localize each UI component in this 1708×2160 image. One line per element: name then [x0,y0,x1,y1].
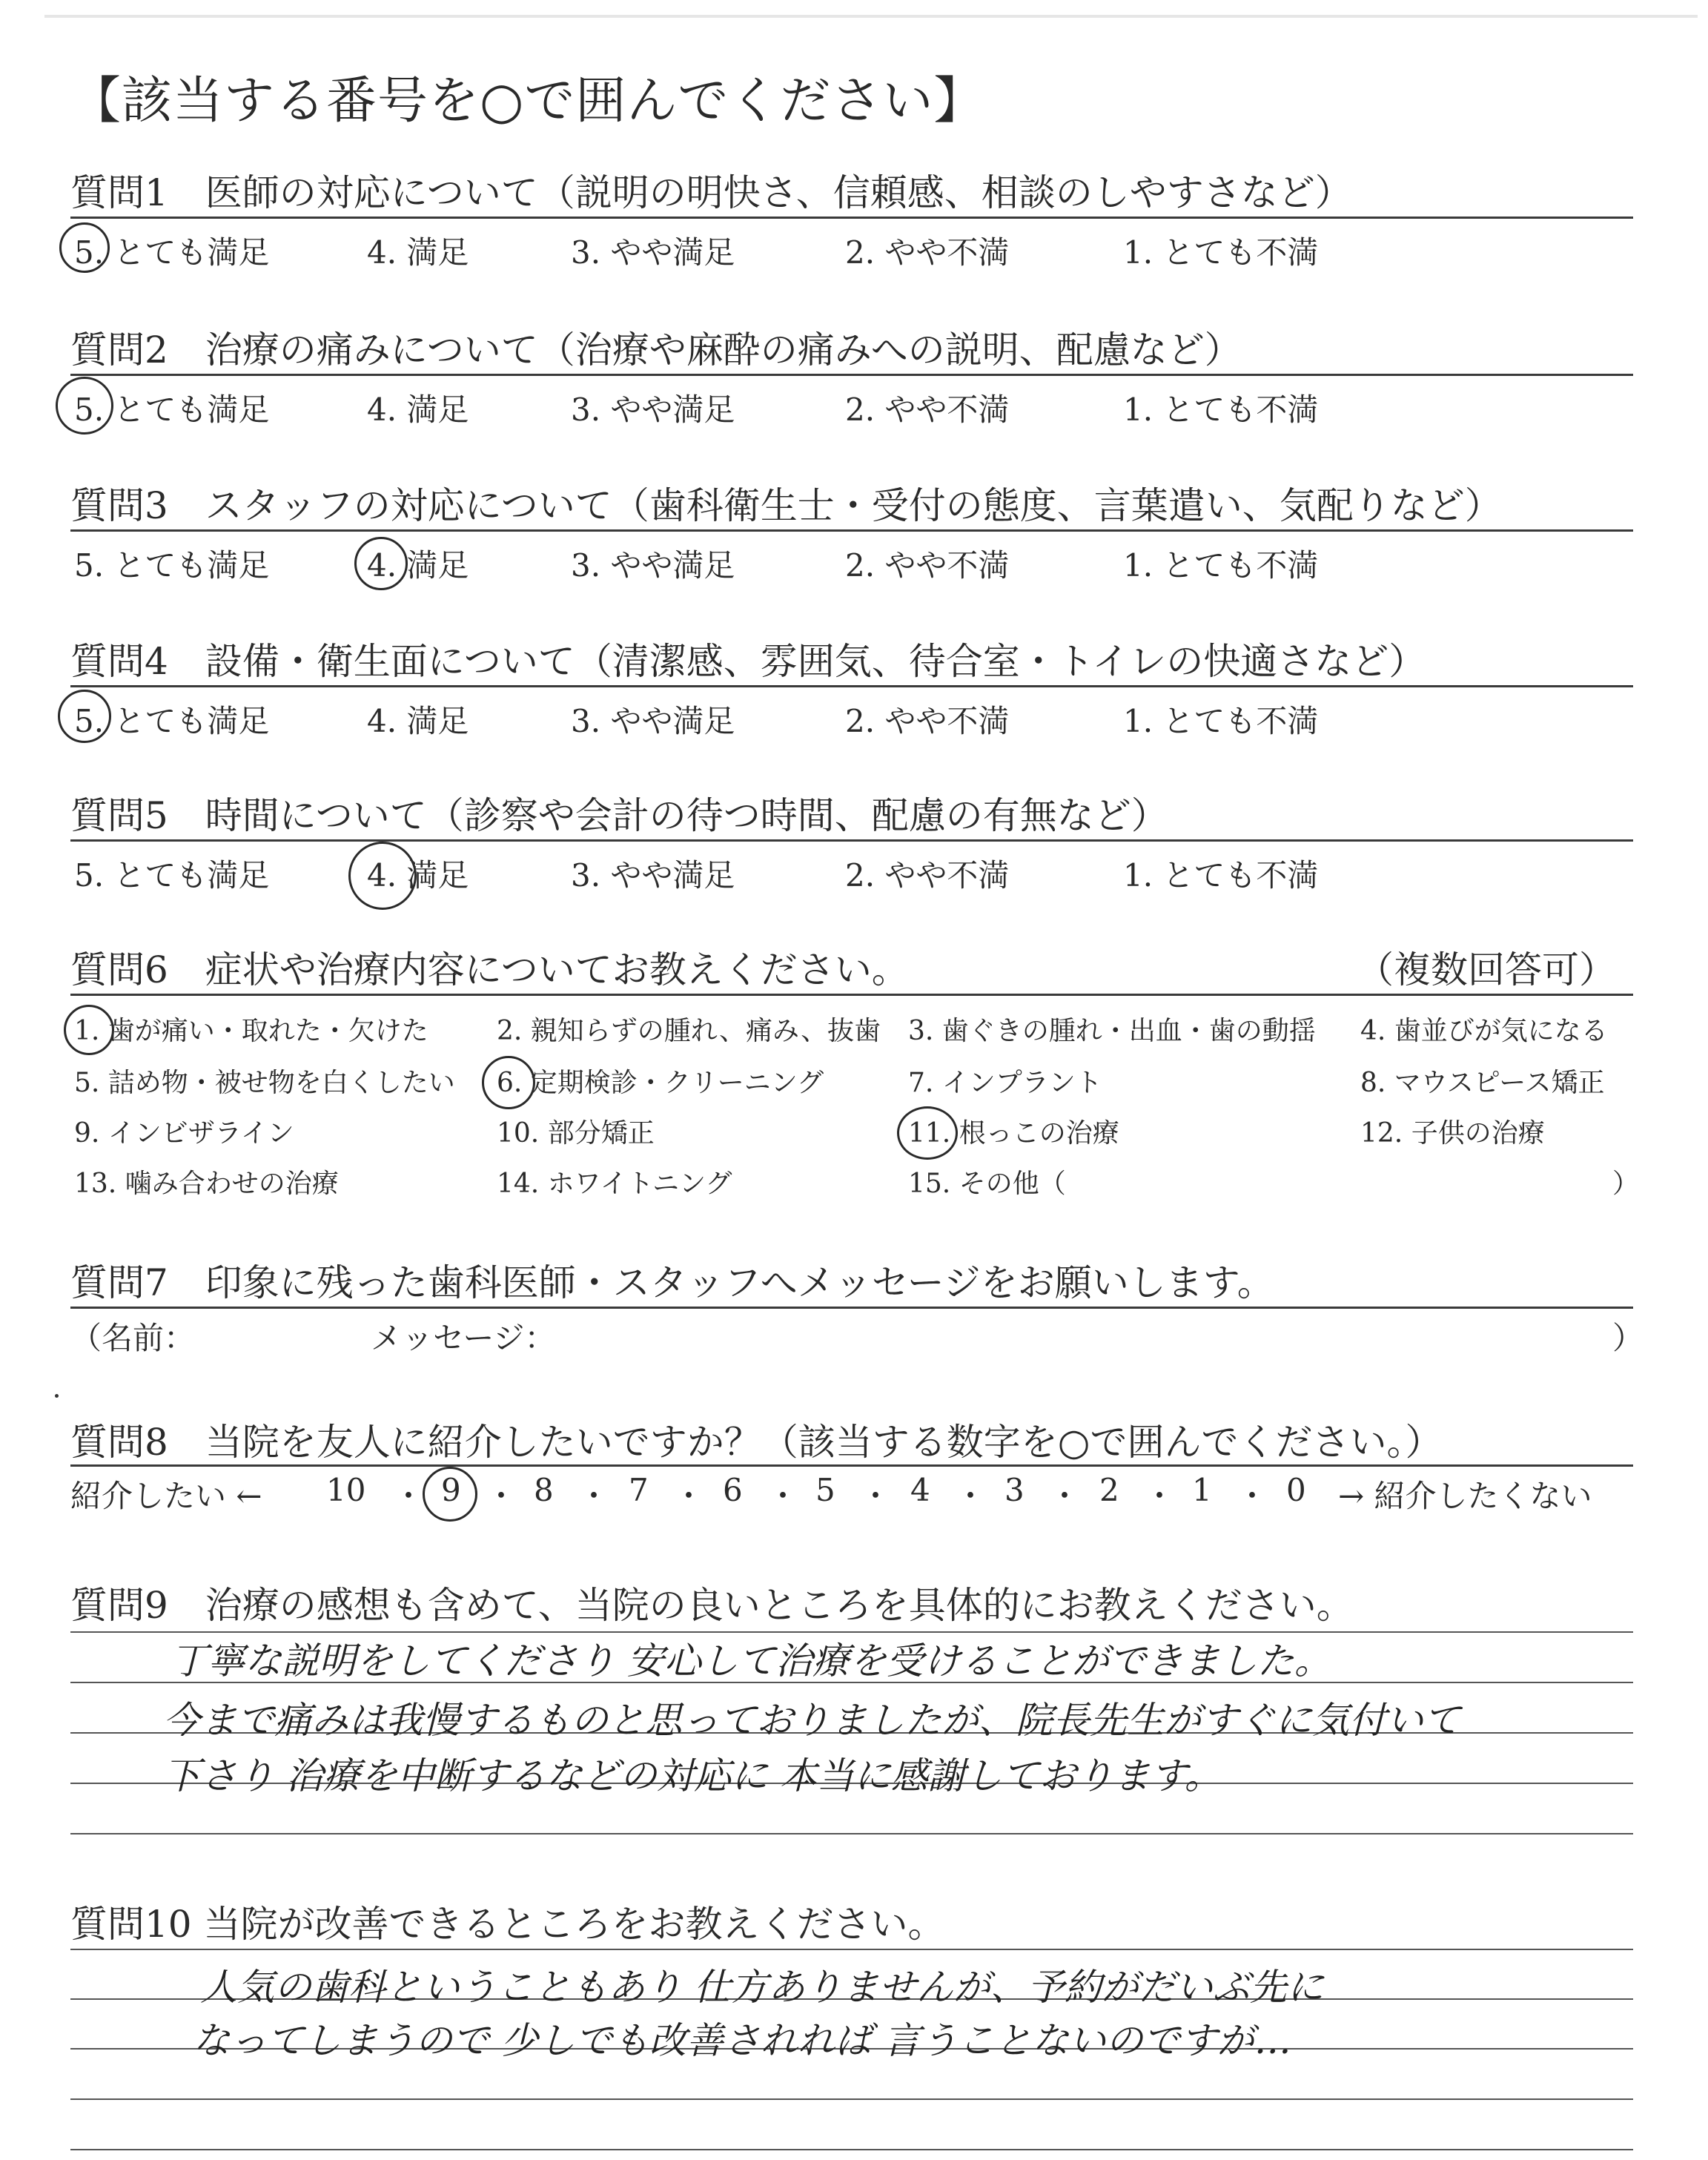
q9-handwritten-line-2: 今まで痛みは我慢するものと思っておりましたが、院長先生がすぐに気付いて [163,1699,1460,1742]
q6-option-14[interactable]: 14. ホワイトニング [497,1169,732,1199]
q6-selection-circle-6 [482,1056,535,1109]
q10-answer-line [70,1949,1633,1950]
question-7-title: 質問7 印象に残った歯科医師・スタッフへメッセージをお願いします。 [70,1261,1274,1304]
page-header: 【該当する番号を○で囲んでください】 [70,72,985,131]
q6-option-9[interactable]: 9. インビザライン [74,1118,294,1149]
top-edge-line [44,15,1698,18]
q4-option-2[interactable]: 2. やや不満 [845,703,1010,739]
q8-scale-7[interactable]: 7 [629,1472,649,1508]
q6-option-3[interactable]: 3. 歯ぐきの腫れ・出血・歯の動揺 [908,1016,1316,1046]
q6-selection-circle-1 [64,1005,114,1055]
q6-option-12[interactable]: 12. 子供の治療 [1360,1118,1545,1149]
q2-option-4[interactable]: 4. 満足 [367,392,469,428]
q4-option-3[interactable]: 3. やや満足 [571,703,735,739]
q5-option-1[interactable]: 1. とても不満 [1123,857,1319,894]
question-6-title: 質問6 症状や治療内容についてお教えください。 [70,948,909,991]
question-6-rule [70,994,1633,996]
q3-option-3[interactable]: 3. やや満足 [571,547,735,584]
q2-option-3[interactable]: 3. やや満足 [571,392,735,428]
q8-scale-6[interactable]: 6 [723,1472,743,1508]
question-5-title: 質問5 時間について（診察や会計の待つ時間、配慮の有無など） [70,794,1168,837]
question-7-rule [70,1307,1633,1309]
question-4-rule [70,685,1633,687]
q8-left-label: 紹介したい ← [70,1478,262,1514]
question-3-title: 質問3 スタッフの対応について（歯科衛生士・受付の態度、言葉遣い、気配りなど） [70,484,1502,527]
q10-handwritten-line-2: なってしまうので 少しでも改善されれば 言うことないのですが… [193,2019,1291,2062]
q9-handwritten-line-3: 下さり 治療を中断するなどの対応に 本当に感謝しております。 [163,1754,1222,1797]
q8-sep: ・ [673,1478,705,1514]
q5-option-4[interactable]: 4. 満足 [367,857,469,894]
question-4-title: 質問4 設備・衛生面について（清潔感、雰囲気、待合室・トイレの快適さなど） [70,640,1426,683]
q8-sep: ・ [393,1478,425,1514]
question-3-rule [70,529,1633,532]
q5-selection-circle [348,842,417,910]
question-8-rule [70,1464,1633,1467]
q6-option-15[interactable]: 15. その他（ [908,1169,1066,1199]
q8-selection-circle [423,1467,477,1522]
q1-option-3[interactable]: 3. やや満足 [571,234,735,271]
q8-sep: ・ [1049,1478,1081,1514]
q6-option-4[interactable]: 4. 歯並びが気になる [1360,1016,1608,1046]
q1-option-1[interactable]: 1. とても不満 [1123,234,1319,271]
q8-sep: ・ [1237,1478,1268,1514]
q6-option-13[interactable]: 13. 噛み合わせの治療 [74,1169,339,1199]
question-5-rule [70,839,1633,842]
q6-option-6[interactable]: 6. 定期検診・クリーニング [497,1068,824,1098]
q7-close-paren: ） [1612,1320,1644,1356]
q9-handwritten-line-1: 丁寧な説明をしてくださり 安心して治療を受けることができました。 [171,1639,1331,1682]
q10-answer-line [70,2098,1633,2100]
q2-option-2[interactable]: 2. やや不満 [845,392,1010,428]
q6-option-11[interactable]: 11. 根っこの治療 [908,1118,1119,1149]
q8-sep: ・ [578,1478,610,1514]
q9-answer-line [70,1833,1633,1834]
question-9-title: 質問9 治療の感想も含めて、当院の良いところを具体的にお教えください。 [70,1584,1354,1627]
q3-option-2[interactable]: 2. やや不満 [845,547,1010,584]
q8-sep: ・ [1144,1478,1176,1514]
q8-right-label: → 紹介したくない [1338,1478,1592,1514]
q3-option-1[interactable]: 1. とても不満 [1123,547,1319,584]
question-6-note: （複数回答可） [1357,948,1616,991]
q8-sep: ・ [955,1478,987,1514]
q5-option-5[interactable]: 5. とても満足 [74,857,270,894]
q2-selection-circle [56,377,113,435]
q5-option-2[interactable]: 2. やや不満 [845,857,1010,894]
q2-option-1[interactable]: 1. とても不満 [1123,392,1319,428]
question-2-rule [70,374,1633,376]
q6-option-5[interactable]: 5. 詰め物・被せ物を白くしたい [74,1068,455,1098]
q6-option-8[interactable]: 8. マウスピース矯正 [1360,1068,1605,1098]
q8-scale-5[interactable]: 5 [815,1472,835,1508]
q1-selection-circle [59,222,110,273]
q7-message-label: メッセージ： [371,1320,556,1356]
q3-option-4[interactable]: 4. 満足 [367,547,469,584]
q6-selection-circle-11 [897,1106,958,1160]
q1-option-2[interactable]: 2. やや不満 [845,234,1010,271]
q4-option-5[interactable]: 5. とても満足 [74,703,270,739]
q6-option-7[interactable]: 7. インプラント [908,1068,1102,1098]
q8-sep: ・ [860,1478,892,1514]
q4-option-1[interactable]: 1. とても不満 [1123,703,1319,739]
q3-selection-circle [354,537,408,590]
q8-scale-10[interactable]: 10 [326,1472,366,1508]
q10-handwritten-line-1: 人気の歯科ということもあり 仕方ありませんが、予約がだいぶ先に [200,1966,1324,2009]
question-1-rule [70,217,1633,219]
q8-sep: ・ [767,1478,799,1514]
q8-sep: ・ [486,1478,517,1514]
q8-scale-4[interactable]: 4 [910,1472,930,1508]
q8-scale-0[interactable]: 0 [1286,1472,1306,1508]
question-10-title: 質問10 当院が改善できるところをお教えください。 [70,1903,945,1946]
q8-scale-3[interactable]: 3 [1004,1472,1025,1508]
q6-option-1[interactable]: 1. 歯が痛い・取れた・欠けた [74,1016,428,1046]
q1-option-4[interactable]: 4. 満足 [367,234,469,271]
q4-selection-circle [58,690,111,743]
question-2-title: 質問2 治療の痛みについて（治療や麻酔の痛みへの説明、配慮など） [70,328,1242,371]
q8-scale-2[interactable]: 2 [1099,1472,1119,1508]
q2-option-5[interactable]: 5. とても満足 [74,392,270,428]
q7-name-label: （名前： [70,1320,196,1356]
q4-option-4[interactable]: 4. 満足 [367,703,469,739]
q8-scale-1[interactable]: 1 [1192,1472,1212,1508]
q5-option-3[interactable]: 3. やや満足 [571,857,735,894]
q8-scale-9[interactable]: 9 [441,1472,461,1508]
q3-option-5[interactable]: 5. とても満足 [74,547,270,584]
q6-option-2[interactable]: 2. 親知らずの腫れ、痛み、抜歯 [497,1016,881,1046]
q1-option-5[interactable]: 5. とても満足 [74,234,270,271]
q6-option-15-close: ） [1612,1169,1640,1199]
q6-option-10[interactable]: 10. 部分矯正 [497,1118,655,1149]
stray-dot [55,1394,59,1398]
q8-scale-8[interactable]: 8 [534,1472,554,1508]
q10-answer-line [70,2149,1633,2150]
question-8-title: 質問8 当院を友人に紹介したいですか？（該当する数字を○で囲んでください。） [70,1421,1443,1464]
question-1-title: 質問1 医師の対応について（説明の明快さ、信頼感、相談のしやすさなど） [70,171,1352,214]
